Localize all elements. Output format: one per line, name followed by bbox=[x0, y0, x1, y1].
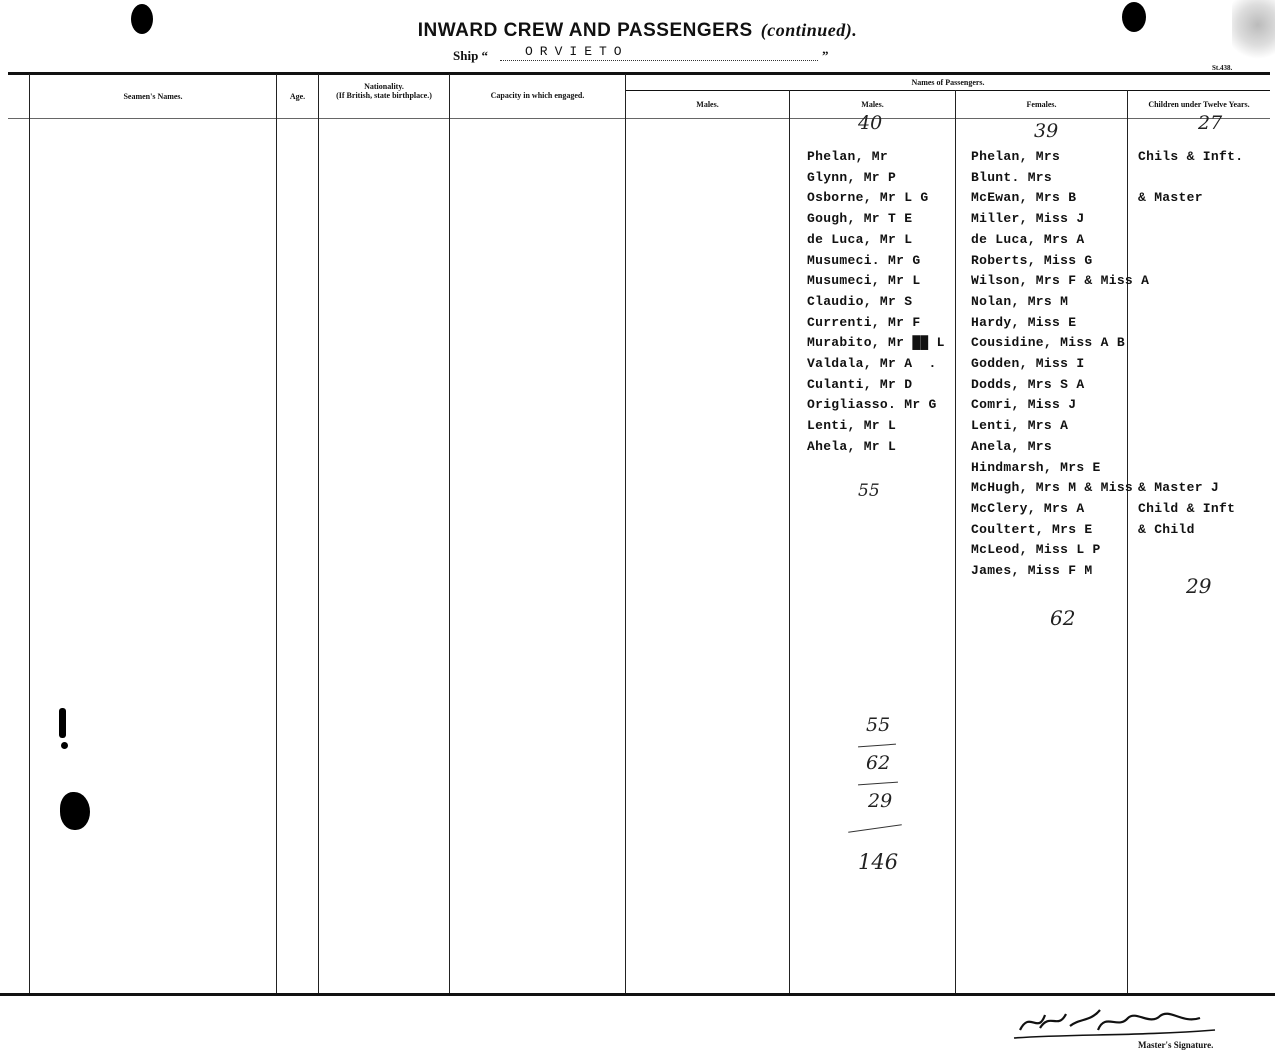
male-passenger-row: Culanti, Mr D bbox=[807, 377, 913, 392]
female-passenger-row: Hardy, Miss E bbox=[971, 315, 1077, 330]
sum-rule-c bbox=[848, 824, 902, 833]
female-passenger-row: Coultert, Mrs E bbox=[971, 522, 1093, 537]
female-passenger-row: Miller, Miss J bbox=[971, 211, 1085, 226]
hand-females-total: 62 bbox=[1050, 606, 1076, 630]
female-passenger-row: McLeod, Miss L P bbox=[971, 542, 1101, 557]
ship-close-quote: ” bbox=[822, 48, 829, 63]
male-passenger-row: Valdala, Mr A . bbox=[807, 356, 937, 371]
hand-children-count: 27 bbox=[1198, 112, 1223, 134]
col-rule-6 bbox=[789, 90, 790, 993]
female-passenger-row: McEwan, Mrs B bbox=[971, 190, 1077, 205]
sum-rule-a bbox=[858, 744, 896, 748]
col-rule-2 bbox=[276, 74, 277, 993]
document-title-suffix: (continued). bbox=[760, 20, 858, 40]
female-passenger-row: Anela, Mrs bbox=[971, 439, 1053, 454]
female-passenger-row: Blunt. Mrs bbox=[971, 170, 1053, 185]
col-rule-3 bbox=[318, 74, 319, 993]
sum-rule-b bbox=[858, 782, 898, 786]
passenger-group-rule bbox=[625, 90, 1270, 91]
col-rule-1 bbox=[29, 74, 30, 993]
child-passenger-row: & Child bbox=[1138, 522, 1195, 537]
ship-label: Ship “ bbox=[453, 48, 489, 63]
document-title bbox=[0, 20, 1275, 42]
male-passenger-row: Murabito, Mr ██ L bbox=[807, 335, 945, 350]
header-children: Children under Twelve Years. bbox=[1148, 100, 1250, 109]
child-passenger-row: & Master bbox=[1138, 190, 1203, 205]
child-passenger-row: Chils & Inft. bbox=[1138, 149, 1244, 164]
female-passenger-row: Cousidine, Miss A B bbox=[971, 335, 1125, 350]
header-age: Age. bbox=[289, 92, 306, 101]
header-capacity: Capacity in which engaged. bbox=[490, 91, 585, 100]
male-passenger-row: Origliasso. Mr G bbox=[807, 397, 937, 412]
hand-females-count: 39 bbox=[1034, 120, 1059, 142]
ship-dotted-line bbox=[500, 60, 818, 61]
male-passenger-row: Glynn, Mr P bbox=[807, 170, 897, 185]
female-passenger-row: McHugh, Mrs M & Miss bbox=[971, 480, 1134, 495]
hand-sum-c: 29 bbox=[868, 790, 893, 812]
header-males-1: Males. bbox=[696, 100, 719, 109]
stamp-mark bbox=[1232, 0, 1275, 62]
male-passenger-row: Lenti, Mr L bbox=[807, 418, 897, 433]
ink-dot bbox=[61, 742, 68, 749]
hand-grand-total: 146 bbox=[858, 850, 899, 874]
signature-label: Master's Signature. bbox=[1138, 1040, 1214, 1050]
male-passenger-row: Ahela, Mr L bbox=[807, 439, 897, 454]
header-bottom-rule bbox=[8, 118, 1270, 119]
female-passenger-row: Godden, Miss I bbox=[971, 356, 1085, 371]
ship-name: ORVIETO bbox=[525, 44, 629, 59]
hand-males-total: 55 bbox=[858, 481, 880, 501]
col-rule-8 bbox=[1127, 90, 1128, 993]
punch-hole-right bbox=[1122, 2, 1146, 32]
ink-mark bbox=[59, 708, 66, 738]
header-nationality: Nationality. (If British, state birthplace.) bbox=[336, 82, 432, 100]
male-passenger-row: Gough, Mr T E bbox=[807, 211, 913, 226]
female-passenger-row: Dodds, Mrs S A bbox=[971, 377, 1085, 392]
female-passenger-row: James, Miss F M bbox=[971, 563, 1093, 578]
hand-children-total: 29 bbox=[1186, 574, 1212, 598]
male-passenger-row: de Luca, Mr L bbox=[807, 232, 913, 247]
female-passenger-row: McClery, Mrs A bbox=[971, 501, 1085, 516]
table-bottom-rule bbox=[0, 993, 1275, 996]
hand-sum-b: 62 bbox=[866, 752, 891, 774]
female-passenger-row: Roberts, Miss G bbox=[971, 253, 1093, 268]
male-passenger-row: Currenti, Mr F bbox=[807, 315, 921, 330]
male-passenger-row: Osborne, Mr L G bbox=[807, 190, 929, 205]
ink-blot bbox=[60, 792, 90, 830]
hand-males-count: 40 bbox=[858, 112, 883, 134]
male-passenger-row: Phelan, Mr bbox=[807, 149, 889, 164]
hand-sum-a: 55 bbox=[866, 714, 891, 736]
header-females: Females. bbox=[1026, 100, 1057, 109]
female-passenger-row: Nolan, Mrs M bbox=[971, 294, 1069, 309]
female-passenger-row: Wilson, Mrs F & Miss A bbox=[971, 273, 1150, 288]
col-rule-5 bbox=[625, 74, 626, 993]
child-passenger-row: Child & Inft bbox=[1138, 501, 1236, 516]
male-passenger-row: Musumeci. Mr G bbox=[807, 253, 921, 268]
col-rule-4 bbox=[449, 74, 450, 993]
header-passengers-group: Names of Passengers. bbox=[911, 78, 985, 87]
table-top-rule bbox=[8, 72, 1270, 75]
document-title-text: INWARD CREW AND PASSENGERS bbox=[417, 20, 753, 41]
female-passenger-row: Comri, Miss J bbox=[971, 397, 1077, 412]
male-passenger-row: Musumeci, Mr L bbox=[807, 273, 921, 288]
form-number: St.438. bbox=[1212, 64, 1233, 72]
male-passenger-row: Claudio, Mr S bbox=[807, 294, 913, 309]
female-passenger-row: de Luca, Mrs A bbox=[971, 232, 1085, 247]
header-seamen: Seamen's Names. bbox=[123, 92, 183, 101]
col-rule-7 bbox=[955, 90, 956, 993]
punch-hole-left bbox=[131, 4, 153, 34]
female-passenger-row: Phelan, Mrs bbox=[971, 149, 1061, 164]
female-passenger-row: Hindmarsh, Mrs E bbox=[971, 460, 1101, 475]
child-passenger-row: & Master J bbox=[1138, 480, 1220, 495]
header-males-2: Males. bbox=[861, 100, 884, 109]
female-passenger-row: Lenti, Mrs A bbox=[971, 418, 1069, 433]
